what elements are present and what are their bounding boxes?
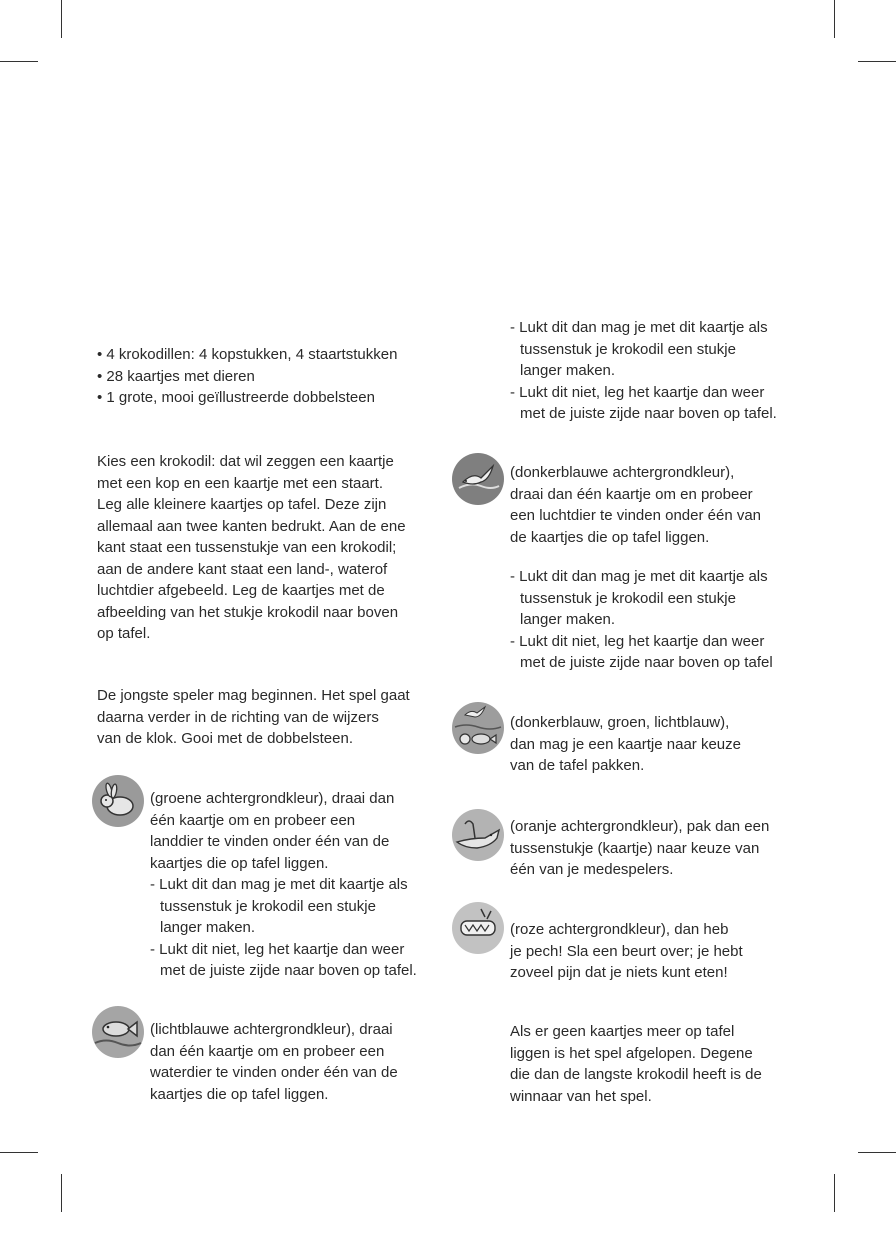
fish-icon xyxy=(91,1005,145,1059)
water-rule: (lichtblauwe achtergrondkleur), draai dan één kaartje om en probeer een waterdier te vinden onder één van de kaartjes die op tafel liggen. xyxy=(150,1021,398,1103)
air-bullets xyxy=(510,566,773,674)
bird-icon xyxy=(451,452,505,506)
mixed-animals-icon xyxy=(451,701,505,755)
crop-mark xyxy=(0,61,38,62)
water-rule-continued xyxy=(510,317,777,425)
crocodile-icon xyxy=(451,808,505,862)
bullet-success: - Lukt dit dan mag je met dit kaartje als tussenstuk je krokodil een stukje langer maken. xyxy=(510,568,768,628)
list-item: • 4 krokodillen: 4 kopstukken, 4 staartstukken xyxy=(97,346,398,363)
crop-mark xyxy=(834,1174,835,1212)
crop-mark xyxy=(858,1152,896,1153)
crop-mark xyxy=(0,1152,38,1153)
crop-mark xyxy=(61,0,62,38)
bullet-success: - Lukt dit dan mag je met dit kaartje als tussenstuk je krokodil een stukje langer maken. xyxy=(150,876,408,936)
bullet-fail: - Lukt dit niet, leg het kaartje dan weer met de juiste zijde naar boven op tafel xyxy=(510,632,773,671)
start-paragraph: De jongste speler mag beginnen. Het spel gaat daarna verder in de richting van de wijzers van de klok. Gooi met de dobbelsteen. xyxy=(97,687,410,747)
end-paragraph: Als er geen kaartjes meer op tafel liggen is het spel afgelopen. Degene die dan de langste krokodil heeft is de winnaar van het spel. xyxy=(510,1023,762,1105)
crop-mark xyxy=(858,61,896,62)
contents-list xyxy=(97,344,397,409)
steal-rule: (oranje achtergrondkleur), pak dan een tussenstukje (kaartje) naar keuze van één van je medespelers. xyxy=(510,818,770,878)
list-item: • 28 kaartjes met dieren xyxy=(97,367,255,385)
toothache-icon xyxy=(451,901,505,955)
land-rule: (groene achtergrondkleur), draai dan één kaartje om en probeer een landdier te vinden onder één van de kaartjes die op tafel liggen. - Lukt dit dan mag je met dit kaartje als tussenstuk je krokodil een stukje langer maken. - Lukt dit niet, leg het kaartje dan weer met de juiste zijde naar boven op tafel. xyxy=(150,788,417,982)
choice-rule: (donkerblauw, groen, lichtblauw), dan mag je een kaartje naar keuze van de tafel pakken. xyxy=(510,714,741,774)
crop-mark xyxy=(61,1174,62,1212)
bullet-fail: - Lukt dit niet, leg het kaartje dan weer met de juiste zijde naar boven op tafel. xyxy=(150,940,417,979)
setup-paragraph: Kies een krokodil: dat wil zeggen een kaartje met een kop en een kaartje met een staart. Leg alle kleinere kaartjes op tafel. Deze zijn allemaal aan twee kanten bedrukt. Aan de ene kant staat een tussenstukje van een krokodil; aan de andere kant staat een land-, waterof luchtdier afgebeeld. Leg de kaartjes met de afbeelding van het stukje krokodil naar boven op tafel. xyxy=(97,453,406,642)
list-item: • 1 grote, mooi geïllustreerde dobbelsteen xyxy=(97,389,375,406)
pain-rule: (roze achtergrondkleur), dan heb je pech! Sla een beurt over; je hebt zoveel pijn dat je niets kunt eten! xyxy=(510,921,743,981)
rabbit-icon xyxy=(91,774,145,828)
air-rule: (donkerblauwe achtergrondkleur), draai dan één kaartje om en probeer een luchtdier te vinden onder één van de kaartjes die op tafel liggen. xyxy=(510,464,762,546)
crop-mark xyxy=(834,0,835,38)
bullet-success: - Lukt dit dan mag je met dit kaartje als tussenstuk je krokodil een stukje langer maken. xyxy=(510,319,768,379)
bullet-fail: - Lukt dit niet, leg het kaartje dan weer met de juiste zijde naar boven op tafel. xyxy=(510,383,777,422)
